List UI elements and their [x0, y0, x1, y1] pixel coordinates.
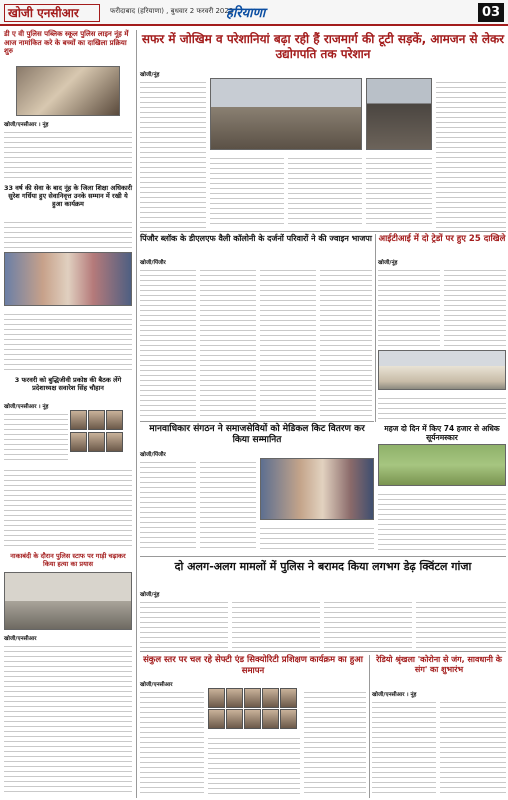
article-dateline: खोजी/पिंजौर [140, 452, 166, 458]
article-headline: आईटीआई में दो ट्रेडों पर हुए 25 दाखिले [378, 234, 506, 244]
article-dateline: खोजी/एनसीआर [4, 636, 37, 642]
article-headline: पिंजौर ब्लॉक के डीएलएफ वैली कॉलोनी के दर्जनों परिवारों ने की ज्वाइन भाजपा [140, 234, 372, 243]
left-column [2, 30, 134, 798]
article-dateline: खोजी/पिंजौर [140, 260, 166, 266]
portrait-image [88, 432, 105, 452]
article-headline: दो अलग-अलग मामलों में पुलिस ने बरामद किया लगभग डेढ़ क्विंटल गांजा [174, 560, 472, 573]
traffic-road-photo [366, 78, 432, 150]
article-headline: सफर में जोखिम व परेशानियां बढ़ा रही हैं राजमार्ग की टूटी सड़कें, आमजन से लेकर उद्योगपति तक परेशान [141, 32, 505, 61]
masthead [0, 0, 508, 26]
section-title: हरियाणा [226, 6, 266, 21]
article-dateline: खोजी/नूंह [378, 260, 398, 266]
participant-image [280, 709, 297, 729]
article-headline: संकुल स्तर पर चल रहे सेफ्टी एंड सिक्योरिटी प्रशिक्षण कार्यक्रम का हुआ समापन [143, 655, 363, 676]
portrait-image [106, 432, 123, 452]
article-body [324, 598, 412, 648]
article-body [378, 266, 440, 346]
article-dateline: खोजी/एनसीआर [140, 682, 173, 688]
article-body [140, 598, 228, 648]
portrait-row [70, 410, 123, 430]
article-body [4, 218, 132, 248]
article-body [378, 394, 506, 420]
article-body [210, 154, 284, 228]
column-divider [136, 30, 137, 798]
article-headline: रेडियो श्रृंखला 'कोरोना से जंग, सावधानी के संग' का शुभारंभ [376, 655, 502, 674]
portrait-row [70, 432, 123, 452]
section-divider [140, 231, 506, 232]
article-body [372, 698, 436, 796]
section-divider [140, 421, 374, 422]
participant-image [262, 688, 279, 708]
article-dateline: खोजी/नूंह [140, 592, 160, 598]
article-body [378, 490, 506, 554]
article-dateline: खोजी/एनसीआर । नूंह [4, 404, 49, 410]
participant-image [262, 709, 279, 729]
article-body [4, 310, 132, 372]
article-body [4, 128, 132, 180]
participant-image [226, 709, 243, 729]
article-body [140, 458, 196, 552]
article-body [140, 266, 196, 418]
participant-image [208, 688, 225, 708]
participant-image [244, 688, 261, 708]
article-body [320, 266, 372, 418]
participant-image [208, 709, 225, 729]
article-body [200, 266, 256, 418]
section-divider [140, 556, 506, 557]
article-body [366, 154, 432, 228]
article-headline: डी ए वी पुलिस पब्लिक स्कूल पुलिस लाइन नूंह में आज नामांकित करे के बच्चों का दाखिला प्रक्रिया शुरु [4, 30, 129, 55]
portrait-image [70, 410, 87, 430]
article-body [440, 698, 506, 796]
article-body [140, 78, 206, 228]
participant-image [244, 709, 261, 729]
iti-building-photo [378, 350, 506, 390]
article-dateline: खोजी/एनसीआर । नूंह [372, 692, 417, 698]
article-body [4, 642, 132, 796]
section-divider [140, 651, 506, 652]
article-dateline: खोजी/नूंह [140, 72, 160, 78]
yoga-session-photo [378, 444, 506, 486]
article-headline: 33 वर्ष की सेवा के बाद नूंह के जिला शिक्षा अधिकारी सुरेश गर्धिया हुए सेवानिवृत्त उनके सम्मान में रखी ये हुआ कार्यक्रम [4, 184, 133, 208]
column-divider [375, 234, 376, 422]
police-officer-photo [16, 66, 120, 116]
article-body [4, 410, 68, 462]
participant-image [280, 688, 297, 708]
article-body [260, 524, 374, 552]
newspaper-logo: खोजी एनसीआर [4, 4, 100, 22]
article-dateline: खोजी/एनसीआर । नूंह [4, 122, 49, 128]
article-body [200, 458, 256, 552]
portrait-image [70, 432, 87, 452]
participant-image [226, 688, 243, 708]
article-headline: मानवाधिकार संगठन ने समाजसेवियों को मेडिकल किट वितरण कर किया सम्मानित [149, 424, 365, 445]
portrait-image [106, 410, 123, 430]
article-body [304, 688, 366, 796]
article-headline: महज दो दिन में किए 74 हजार से अधिक सूर्यनमस्कार [384, 424, 500, 442]
participant-grid [208, 688, 300, 729]
police-station-photo [4, 572, 132, 630]
portrait-image [88, 410, 105, 430]
article-body [232, 598, 320, 648]
article-headline: नाकाबंदी के दौरान पुलिस स्टाफ पर गाड़ी चढ़ाकर किया हत्या का प्रयास [10, 552, 126, 568]
article-body [436, 78, 506, 228]
article-body [416, 598, 506, 648]
article-body [140, 688, 204, 796]
article-body [444, 266, 506, 346]
article-body [4, 466, 132, 546]
article-body [288, 154, 362, 228]
medical-kit-distribution-photo [260, 458, 374, 520]
award-ceremony-photo [4, 252, 132, 306]
column-divider [369, 655, 370, 798]
issue-date: फरीदाबाद (हरियाणा) , बुधवार 2 फरवरी 2022 [110, 7, 234, 15]
article-body [208, 734, 300, 796]
broken-road-photo [210, 78, 362, 150]
page-number: 03 [478, 3, 504, 22]
article-body [260, 266, 316, 418]
article-headline: 3 फरवरी को बुद्धिजीवी प्रकोष्ठ की बैठक लेंगे प्रदेशाध्यक्ष सवारेश सिंह चौहान [14, 376, 122, 392]
